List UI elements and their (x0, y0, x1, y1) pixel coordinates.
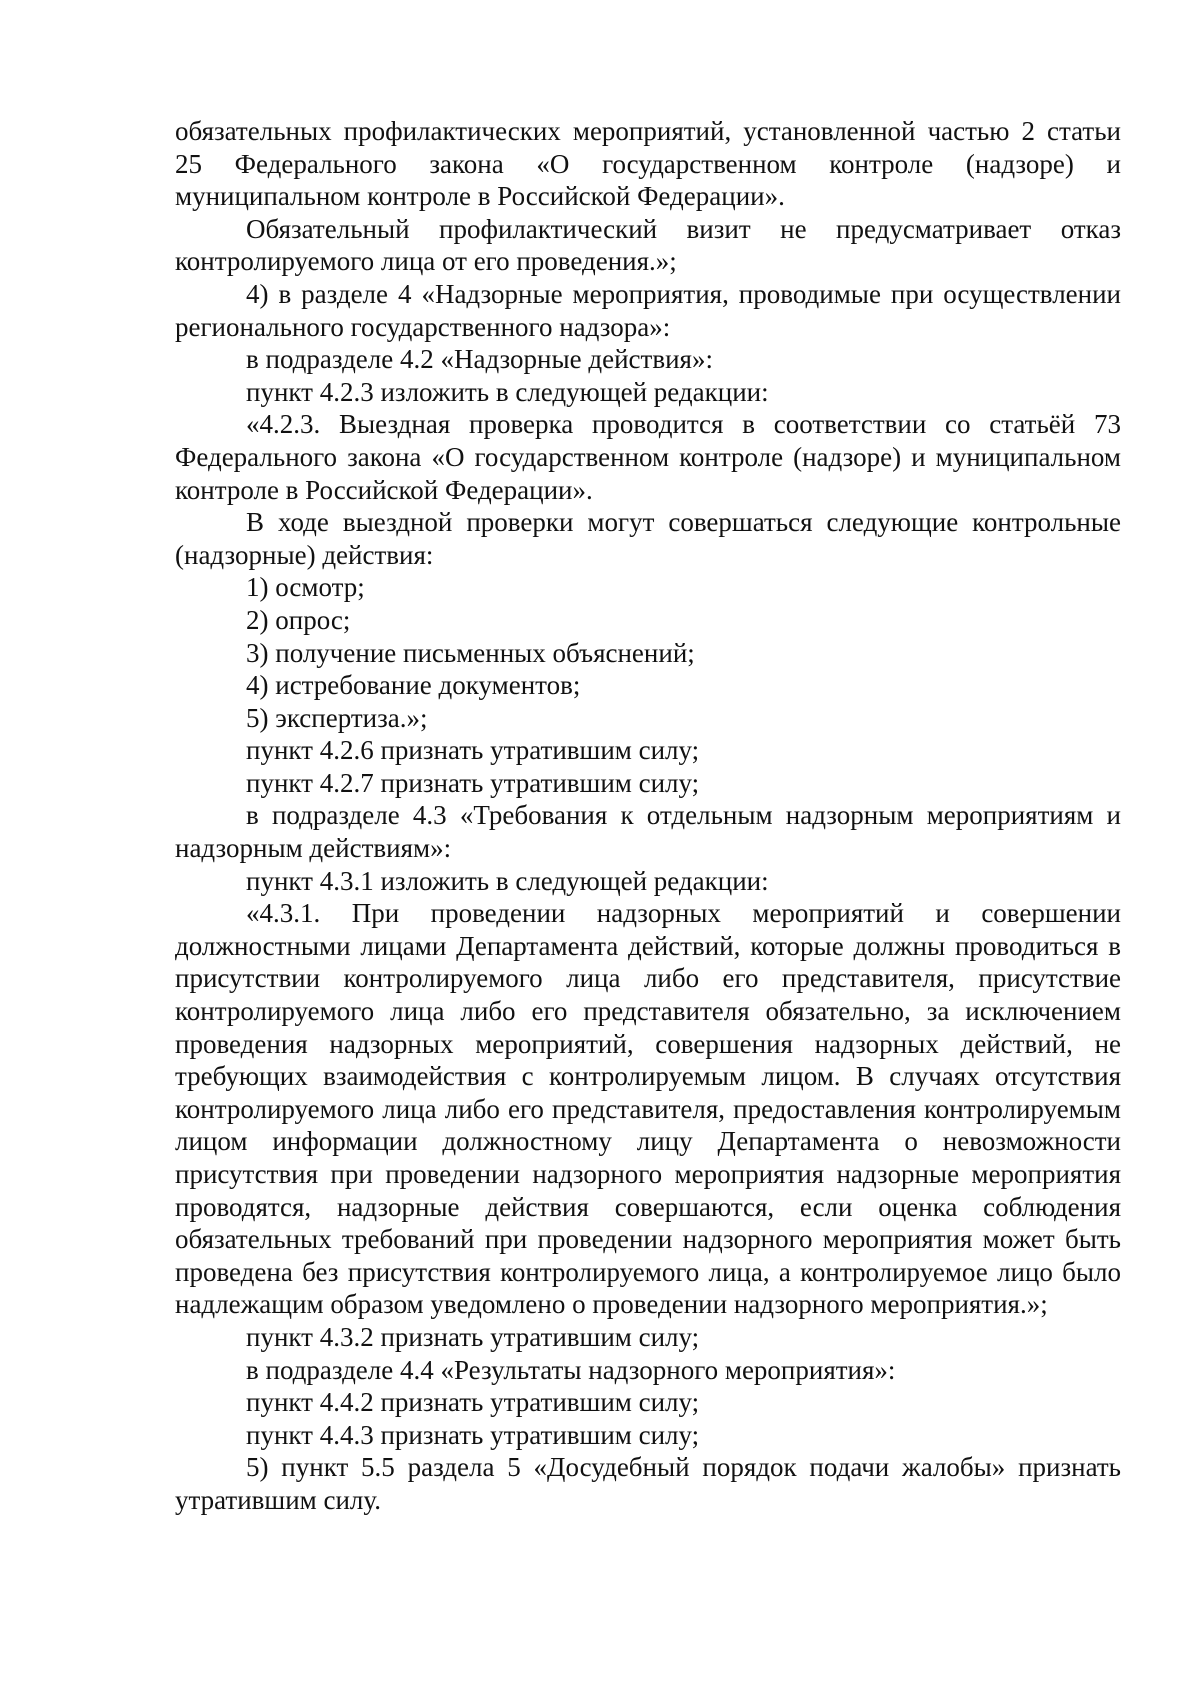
list-item: 3) получение письменных объяснений; (246, 637, 695, 668)
list-item: 1) осмотр; (246, 572, 365, 603)
list-item: 5) экспертиза.»; (246, 702, 428, 733)
paragraph: 4) в разделе 4 «Надзорные мероприятия, проводимые при осуществлении регионального государственного надзора»: (175, 278, 1121, 342)
paragraph: пункт 4.3.1 изложить в следующей редакции: (246, 865, 769, 896)
list-item: 4) истребование документов; (246, 670, 581, 701)
list-item: 2) опрос; (246, 604, 351, 635)
paragraph: пункт 4.2.6 признать утратившим силу; (246, 735, 700, 766)
paragraph-continuation: обязательных профилактических мероприятий, установленной частью 2 статьи 25 Федерального закона «О государственном контроле (надзоре) и муниципальном контроле в Российской Федерации». (175, 116, 1121, 212)
paragraph: «4.2.3. Выездная проверка проводится в соответствии со статьёй 73 Федерального закона «О государственном контроле (надзоре) и муниципальном контроле в Российской Федерации». (175, 409, 1121, 505)
paragraph: «4.3.1. При проведении надзорных мероприятий и совершении должностными лицами Департамента действий, которые должны проводиться в присутствии контролируемого лица либо его представителя, присутствие контролируемого лица либо его представителя обязательно, за исключением проведения надзорных мероприятий, совершения надзорных действий, не требующих взаимодействия с контролируемым лицом. В случаях отсутствия контролируемого лица либо его представителя, предоставления контролируемым лицом информации должностному лицу Департамента о невозможности присутствия при проведении надзорного мероприятия надзорные мероприятия проводятся, надзорные действия совершаются, если оценка соблюдения обязательных требований при проведении надзорного мероприятия может быть проведена без присутствия контролируемого лица, а контролируемое лицо было надлежащим образом уведомлено о проведении надзорного мероприятия.»; (175, 898, 1121, 1320)
paragraph: в подразделе 4.4 «Результаты надзорного мероприятия»: (246, 1354, 896, 1385)
paragraph: 5) пункт 5.5 раздела 5 «Досудебный порядок подачи жалобы» признать утратившим силу. (175, 1452, 1121, 1515)
paragraph: пункт 4.4.2 признать утратившим силу; (246, 1387, 700, 1418)
paragraph: пункт 4.2.3 изложить в следующей редакции: (246, 376, 769, 407)
paragraph: пункт 4.2.7 признать утратившим силу; (246, 767, 700, 798)
paragraph: в подразделе 4.2 «Надзорные действия»: (246, 344, 713, 375)
document-body (175, 115, 1121, 1517)
paragraph: В ходе выездной проверки могут совершаться следующие контрольные (надзорные) действия: (175, 507, 1121, 570)
paragraph: пункт 4.3.2 признать утратившим силу; (246, 1321, 700, 1352)
paragraph: в подразделе 4.3 «Требования к отдельным надзорным мероприятиям и надзорным действиям»: (175, 800, 1121, 864)
paragraph: Обязательный профилактический визит не предусматривает отказ контролируемого лица от его проведения.»; (175, 213, 1121, 277)
paragraph: пункт 4.4.3 признать утратившим силу; (246, 1419, 700, 1450)
